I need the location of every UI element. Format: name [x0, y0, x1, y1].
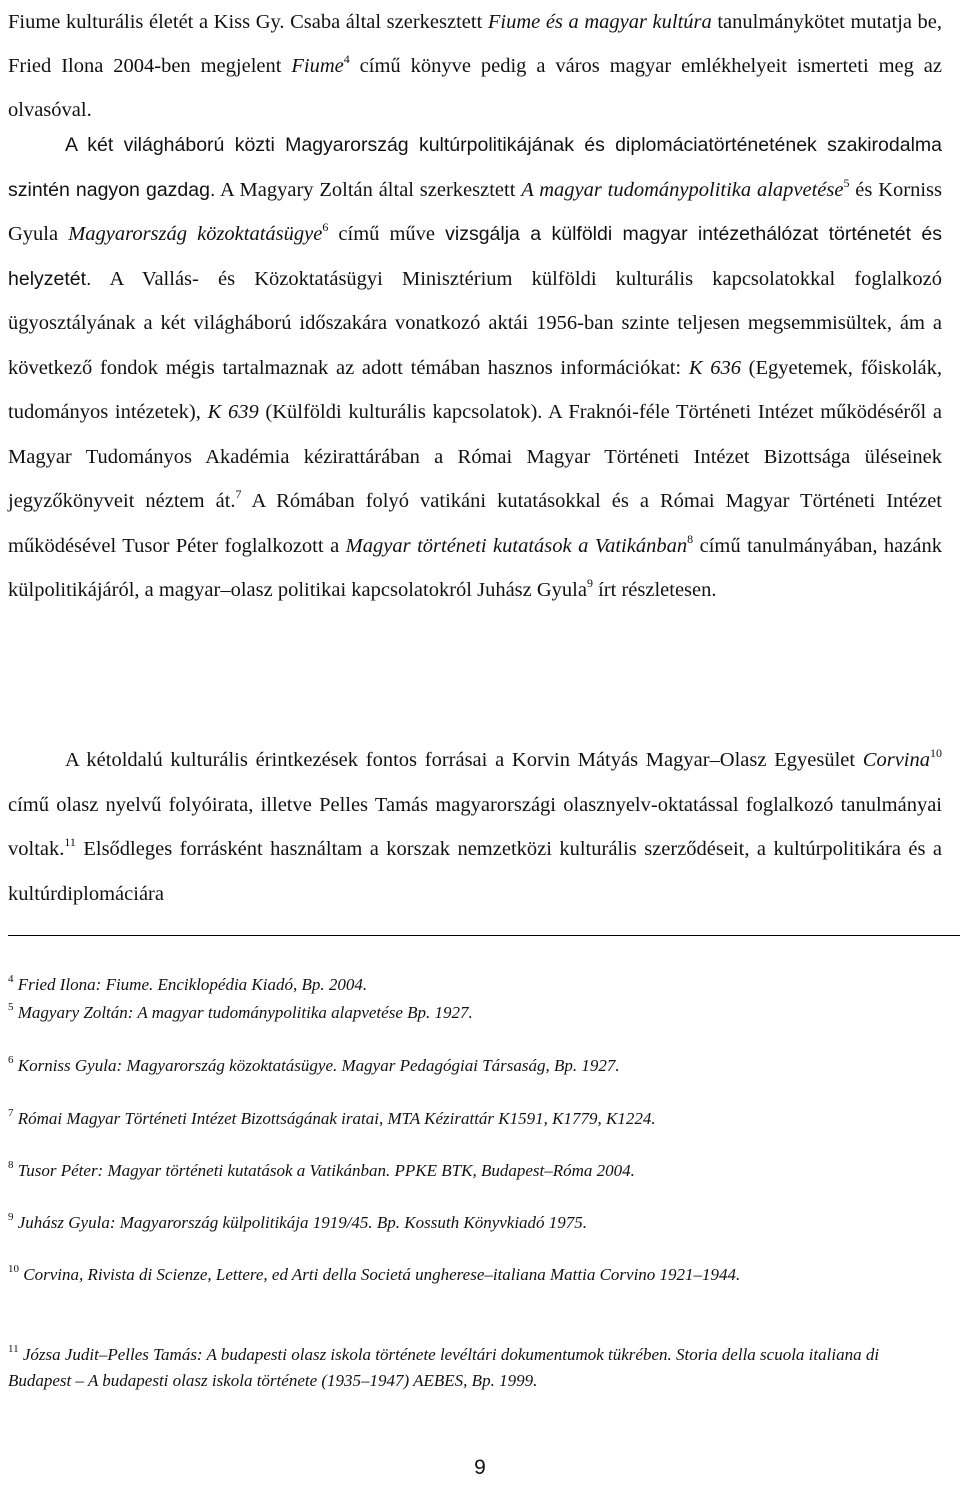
footnote-separator: [8, 935, 960, 936]
text-segment: (Egyetemek, főiskolák, tudományos intézetek),: [8, 356, 942, 423]
footnote-4: [8, 972, 942, 998]
footnote-ref-8[interactable]: 8: [687, 531, 694, 546]
footnote-number: 10: [8, 1263, 19, 1275]
footnote-number: 7: [8, 1107, 14, 1119]
footnote-text: Római Magyar Történeti Intézet Bizottságának iratai, MTA Kézirattár K1591, K1779, K1224.: [17, 1109, 656, 1128]
footnote-11: [8, 1342, 942, 1394]
text-segment: vizsgálja a külföldi magyar intézethálózat történetét és helyzetét.: [8, 223, 942, 290]
text-segment: A kétoldalú kulturális érintkezések fontos forrásai a Korvin Mátyás Magyar–Olasz Egyesület: [65, 749, 863, 771]
text-segment: és Korniss Gyula: [8, 178, 942, 245]
footnote-text: Tusor Péter: Magyar történeti kutatások a Vatikánban. PPKE BTK, Budapest–Róma 2004.: [17, 1161, 635, 1180]
footnote-ref-9[interactable]: 9: [586, 576, 593, 590]
footnote-ref-5[interactable]: 5: [843, 175, 850, 190]
footnote-9: [8, 1210, 942, 1236]
footnote-text: Magyary Zoltán: A magyar tudománypolitika alapvetése Bp. 1927.: [17, 1003, 473, 1022]
page-number: 9: [474, 1456, 486, 1479]
text-segment: Fiume kulturális életét a Kiss Gy. Csaba által szerkesztett: [8, 11, 488, 33]
footnote-number: 6: [8, 1054, 14, 1066]
footnote-text: Fried Ilona: Fiume. Enciklopédia Kiadó, Bp. 2004.: [17, 975, 368, 994]
footnote-number: 5: [8, 1001, 14, 1013]
italic-title: Magyar történeti kutatások a Vatikánban: [345, 534, 688, 557]
text-segment: című tanulmányában, hazánk külpolitikájáról, a magyar–olasz politikai kapcsolatokról Juhász Gyula: [8, 534, 942, 601]
italic-title: Fiume és a magyar kultúra: [487, 11, 712, 33]
footnote-ref-7[interactable]: 7: [235, 487, 242, 501]
text-segment: A Magyary Zoltán által szerkesztett: [215, 178, 522, 201]
text-segment: (Külföldi kulturális kapcsolatok). A Fraknói-féle Történeti Intézet működéséről a Magyar Tudományos Akadémia kézirattárában a Római Magyar Történeti Intézet Bizottsága üléseinek jegyzőkönyveit néztem át.: [8, 401, 942, 512]
italic-title: Corvina: [862, 749, 930, 771]
footnote-number: 9: [8, 1211, 14, 1223]
paragraph-literature: [8, 123, 942, 613]
text-segment: című műve: [328, 223, 446, 245]
text-segment: írt részletesen.: [592, 579, 717, 601]
footnote-10: [8, 1262, 942, 1288]
footnote-ref-6[interactable]: 6: [322, 220, 329, 234]
footnote-5: [8, 1000, 942, 1026]
footnote-ref-11[interactable]: 11: [64, 835, 76, 849]
italic-title: A magyar tudománypolitika alapvetése: [521, 178, 844, 201]
footnote-text: Corvina, Rivista di Scienze, Lettere, ed Arti della Societá ungherese–italiana Mattia Corvino 1921–1944.: [23, 1265, 741, 1284]
text-segment: Elsődleges forrásként használtam a korszak nemzetközi kulturális szerződéseit, a kultúrpolitikára és a kultúrdiplomáciára: [8, 838, 942, 905]
text-segment: tanulmánykötet mutatja be, Fried Ilona 2004-ben megjelent: [8, 11, 942, 77]
text-segment: A Vallás- és Közoktatásügyi Minisztérium külföldi kulturális kapcsolatokkal foglalkozó ügyosztályának a két világháború időszakára vonatkozó aktái 1956-ban szinte teljesen megsemmisültek, ám a következő fondok mégis tartalmaznak az adott témában hasznos információkat:: [8, 267, 942, 379]
archive-ref: K 639: [207, 401, 259, 423]
text-segment: A Rómában folyó vatikáni kutatásokkal és a Római Magyar Történeti Intézet működésével Tusor Péter foglalkozott a: [8, 490, 942, 557]
footnote-6: [8, 1053, 942, 1079]
footnote-text: Korniss Gyula: Magyarország közoktatásügye. Magyar Pedagógiai Társaság, Bp. 1927.: [17, 1056, 620, 1075]
footnote-text: Józsa Judit–Pelles Tamás: A budapesti olasz iskola története levéltári dokumentumok tükrében. Storia della scuola italiana di Budapest – A budapesti olasz iskola története (1935–1947) AEBES, Bp. 1999.: [8, 1345, 880, 1390]
footnote-7: [8, 1106, 942, 1132]
italic-title: Fiume: [291, 55, 344, 77]
italic-title: Magyarország közoktatásügye: [68, 223, 323, 245]
footnote-number: 8: [8, 1159, 14, 1171]
text-segment: című könyve pedig a város magyar emlékhelyeit ismerteti meg az olvasóval.: [8, 55, 942, 121]
footnote-8: [8, 1158, 942, 1184]
footnote-text: Juhász Gyula: Magyarország külpolitikája 1919/45. Bp. Kossuth Könyvkiadó 1975.: [17, 1213, 588, 1232]
paragraph-sources: [8, 738, 942, 916]
footnote-number: 4: [8, 973, 14, 985]
footnote-number: 11: [8, 1343, 19, 1355]
footnote-ref-10[interactable]: 10: [930, 746, 942, 760]
footnote-ref-4[interactable]: 4: [343, 52, 350, 66]
text-segment: A két világháború közti Magyarország kultúrpolitikájának és diplomáciatörténetének szakirodalma szintén nagyon gazdag.: [8, 134, 942, 201]
text-segment: című olasz nyelvű folyóirata, illetve Pelles Tamás magyarországi olasznyelv-oktatással foglalkozó tanulmányai voltak.: [8, 793, 942, 860]
archive-ref: K 636: [688, 356, 741, 379]
paragraph-fiume: [8, 0, 942, 132]
